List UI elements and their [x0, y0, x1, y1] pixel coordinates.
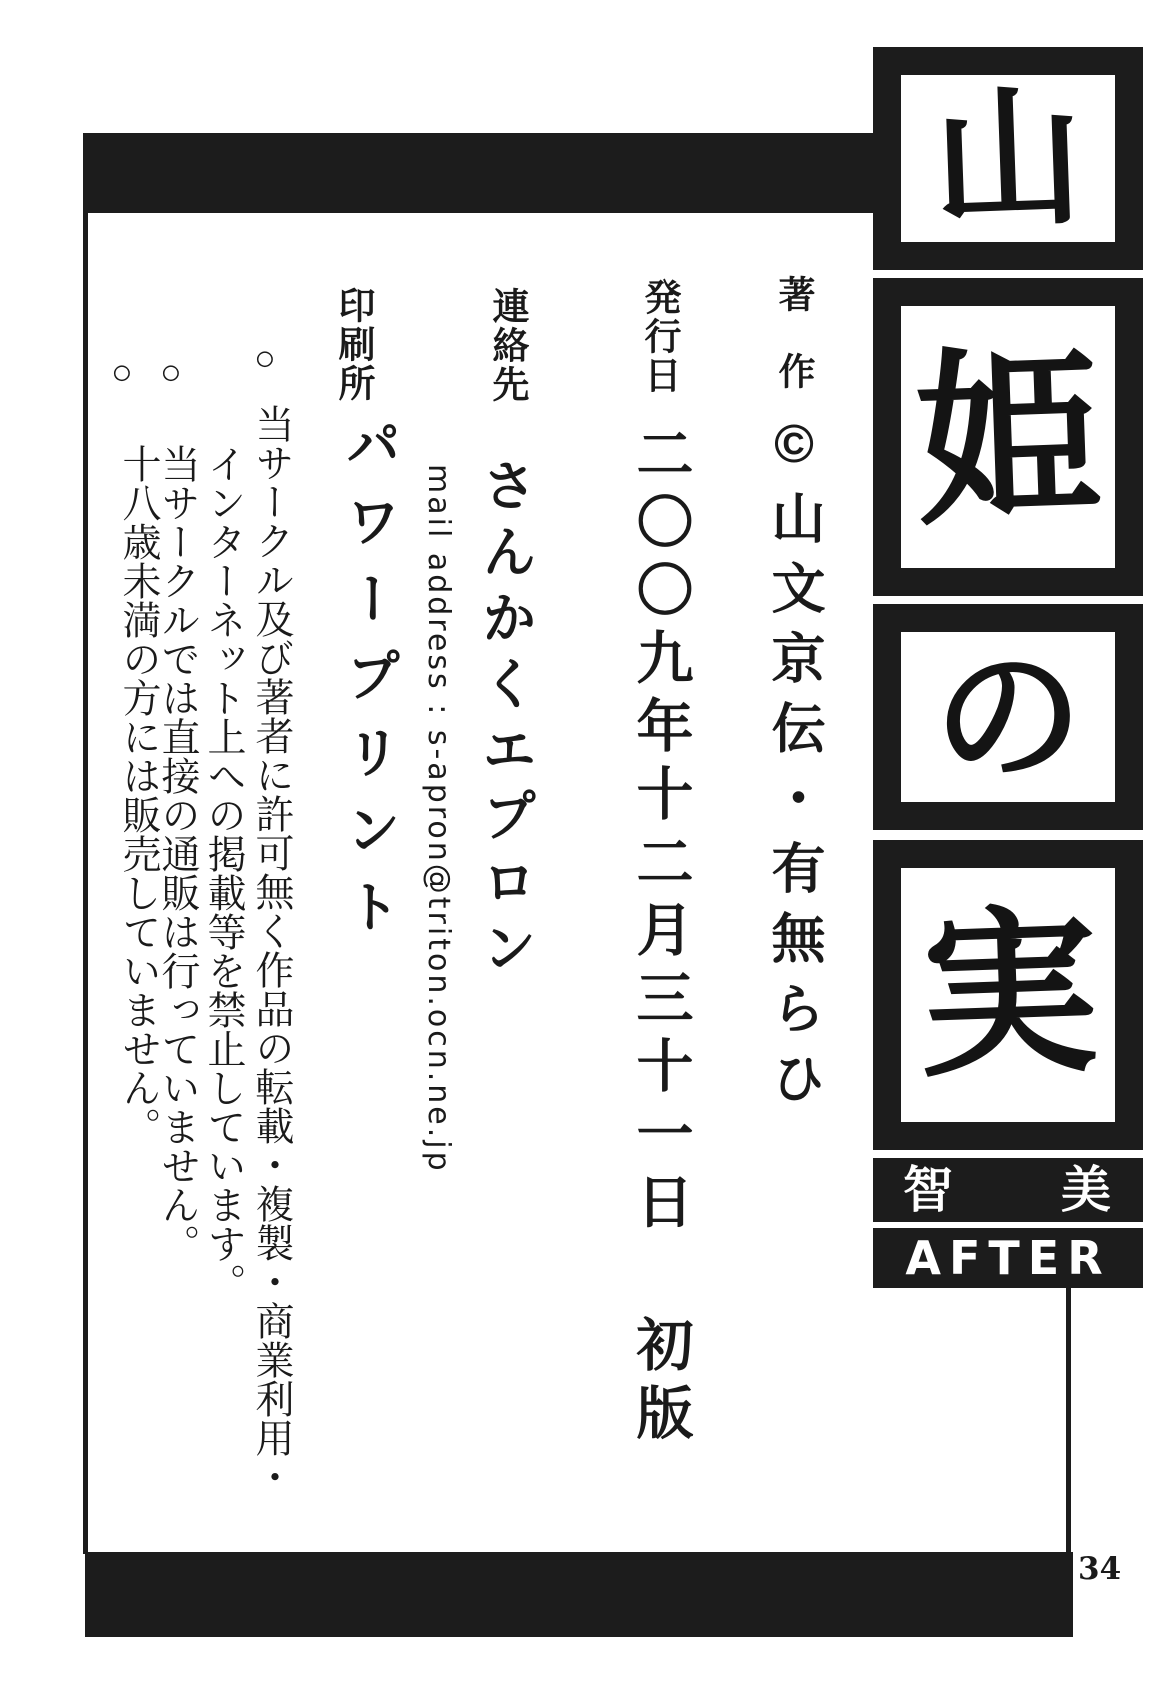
printer-value: パワープリント — [338, 416, 400, 955]
subtitle-char-mi: 美 — [1061, 1160, 1111, 1219]
author-value: ©山文京伝・有無らひ — [764, 414, 824, 1120]
left-border-line — [83, 213, 88, 1554]
notice-bullet-circle-2: ○ — [160, 351, 182, 392]
title-char-4: 実 — [914, 885, 1102, 1104]
publish-date-label: 発行日 — [639, 278, 680, 395]
notice-no-reproduction-line-2: インターネット上への掲載等を禁止しています。 — [202, 444, 245, 1302]
after-bar — [873, 1228, 1143, 1288]
notice-bullet-circle-3: ○ — [111, 351, 133, 392]
title-box-4-inner — [901, 868, 1115, 1122]
title-box-2 — [873, 278, 1143, 596]
subtitle-char-tomo: 智 — [903, 1160, 953, 1219]
notice-bullet-circle-1: ○ — [254, 337, 276, 378]
notice-no-reproduction-line-1: 当サークル及び著者に許可無く作品の転載・複製・商業利用・ — [250, 404, 293, 1496]
notice-age-restriction: 十八歳未満の方には販売していません。 — [117, 444, 160, 1146]
title-char-1: 山 — [929, 67, 1087, 250]
title-box-4 — [873, 840, 1143, 1150]
after-label: AFTER — [905, 1231, 1111, 1285]
right-vertical-line — [1066, 1288, 1071, 1554]
title-char-2: 姫 — [911, 324, 1105, 549]
contact-label: 連絡先 — [487, 287, 528, 404]
subtitle-bar — [873, 1158, 1143, 1222]
top-border-bar — [83, 133, 878, 213]
title-box-3-inner — [901, 626, 1115, 808]
publish-date-value: 二〇〇九年十二月三十一日 初版 — [628, 424, 692, 1451]
title-box-2-inner — [901, 306, 1115, 568]
bottom-border-bar — [85, 1552, 1073, 1637]
page-number: 34 — [1078, 1551, 1122, 1587]
printer-label: 印刷所 — [333, 286, 374, 403]
author-label: 著作 — [773, 275, 814, 429]
mail-address: mail address : s-apron@triton.ocn.ne.jp — [421, 464, 456, 1174]
notice-no-mail-order: 当サークルでは直接の通販は行っていません。 — [156, 444, 199, 1263]
title-box-1 — [873, 47, 1143, 270]
title-box-3 — [873, 604, 1143, 830]
contact-value: さんかくエプロン — [474, 457, 536, 985]
title-box-1-inner — [901, 67, 1115, 250]
title-char-3: の — [929, 626, 1087, 808]
